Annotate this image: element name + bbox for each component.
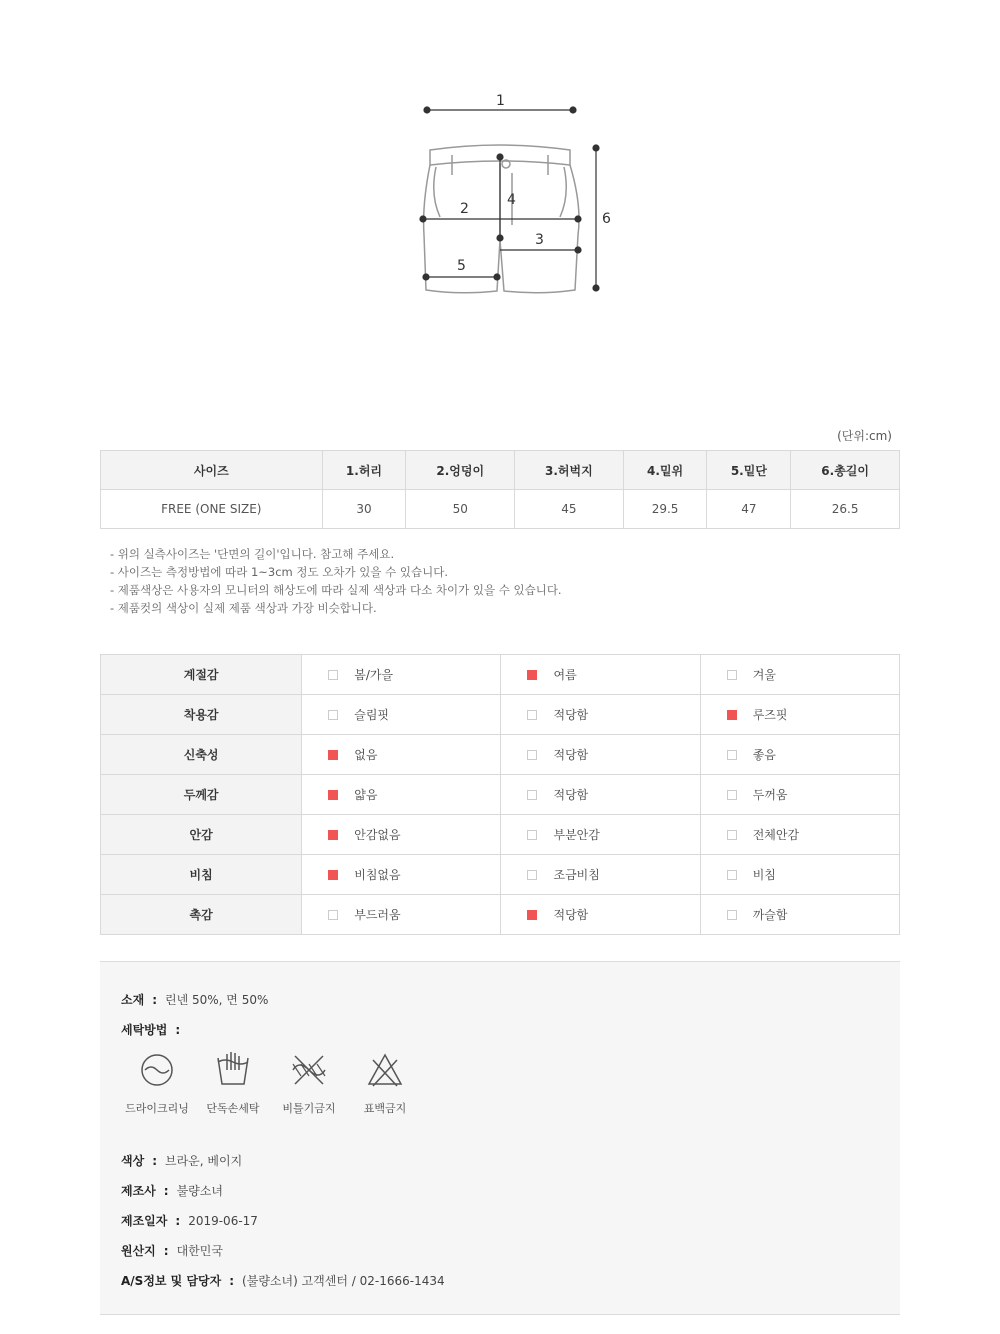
- color-row: 색상 : 브라운, 베이지: [121, 1154, 243, 1168]
- origin-row: 원산지 : 대한민국: [121, 1244, 223, 1258]
- feel-category: 계절감: [101, 655, 302, 695]
- size-diagram: [400, 85, 620, 300]
- diagram-label-3: 3: [535, 232, 544, 248]
- unchecked-box-icon: [328, 910, 338, 920]
- size-table-row: [101, 490, 900, 529]
- feel-option-label: 좋음: [752, 748, 776, 762]
- diagram-label-5: 5: [457, 258, 466, 274]
- wash-row: 세탁방법 :: [121, 1023, 181, 1037]
- date-value: 2019-06-17: [188, 1214, 258, 1228]
- wash-item: [193, 1050, 273, 1116]
- feel-category: 비침: [101, 855, 302, 895]
- unchecked-box-icon: [527, 830, 537, 840]
- feel-option: [501, 775, 700, 815]
- feel-option: [302, 775, 501, 815]
- shorts-diagram-svg: [400, 85, 620, 300]
- maker-label: 제조사: [121, 1184, 156, 1198]
- checked-box-icon: [328, 750, 338, 760]
- feel-category: 착용감: [101, 695, 302, 735]
- maker-row: 제조사 : 불량소녀: [121, 1184, 223, 1198]
- feel-option-label: 전체안감: [752, 828, 800, 842]
- feel-category: 두께감: [101, 775, 302, 815]
- unchecked-box-icon: [727, 670, 737, 680]
- feel-row: [101, 695, 900, 735]
- wash-label: 세탁방법: [121, 1023, 168, 1037]
- feel-row: [101, 895, 900, 935]
- checked-box-icon: [527, 670, 537, 680]
- fabric-feel-table: [100, 654, 900, 935]
- diagram-label-1: 1: [496, 93, 505, 109]
- size-header: 6.총길이: [791, 451, 900, 490]
- feel-option-label: 부분안감: [553, 828, 600, 842]
- unchecked-box-icon: [727, 830, 737, 840]
- unchecked-box-icon: [727, 910, 737, 920]
- feel-option: [302, 695, 501, 735]
- size-cell: 30: [322, 490, 406, 529]
- note-line: - 제품색상은 사용자의 모니터의 해상도에 따라 실제 색상과 다소 차이가 있을 수 있습니다.: [110, 583, 562, 597]
- checked-box-icon: [527, 910, 537, 920]
- feel-option-label: 없음: [354, 748, 378, 762]
- size-table-header-row: [101, 451, 900, 490]
- hand-wash-icon: [213, 1050, 253, 1090]
- size-header: 2.엉덩이: [406, 451, 515, 490]
- feel-option-label: 적당함: [553, 908, 589, 922]
- origin-value: 대한민국: [176, 1244, 223, 1258]
- date-label: 제조일자: [121, 1214, 168, 1228]
- size-table: [100, 450, 900, 529]
- note-line: - 사이즈는 측정방법에 따라 1~3cm 정도 오차가 있을 수 있습니다.: [110, 565, 449, 579]
- wash-item-label: 드라이크리닝: [125, 1102, 189, 1115]
- diagram-label-6: 6: [602, 211, 611, 227]
- feel-option: [700, 815, 899, 855]
- size-header: 3.허벅지: [515, 451, 624, 490]
- feel-option-label: 부드러움: [354, 908, 401, 922]
- origin-label: 원산지: [121, 1244, 156, 1258]
- feel-row: [101, 655, 900, 695]
- as-row: A/S정보 및 담당자 : (불량소녀) 고객센터 / 02-1666-1434: [121, 1274, 445, 1288]
- material-row: 소재 : 린넨 50%, 면 50%: [121, 993, 269, 1007]
- feel-option-label: 조금비침: [553, 868, 600, 882]
- feel-option: [302, 735, 501, 775]
- feel-option: [700, 775, 899, 815]
- feel-option-label: 슬림핏: [354, 708, 390, 722]
- feel-option-label: 루즈핏: [752, 708, 788, 722]
- feel-option: [501, 655, 700, 695]
- feel-option: [302, 855, 501, 895]
- feel-option: [700, 855, 899, 895]
- size-header: 4.밑위: [623, 451, 707, 490]
- diagram-label-4: 4: [507, 192, 516, 208]
- note-line: - 제품컷의 색상이 실제 제품 색상과 가장 비슷합니다.: [110, 601, 377, 615]
- feel-option-label: 봄/가을: [354, 668, 394, 682]
- feel-category: 촉감: [101, 895, 302, 935]
- wash-item: [269, 1050, 349, 1116]
- feel-option-label: 겨울: [752, 668, 776, 682]
- unchecked-box-icon: [527, 870, 537, 880]
- size-cell: FREE (ONE SIZE): [101, 490, 323, 529]
- unchecked-box-icon: [527, 750, 537, 760]
- unchecked-box-icon: [328, 710, 338, 720]
- size-cell: 29.5: [623, 490, 707, 529]
- feel-option: [501, 815, 700, 855]
- unchecked-box-icon: [727, 750, 737, 760]
- feel-option: [302, 655, 501, 695]
- feel-option: [501, 895, 700, 935]
- diagram-label-2: 2: [460, 201, 469, 217]
- size-cell: 45: [515, 490, 624, 529]
- as-label: A/S정보 및 담당자: [121, 1274, 222, 1288]
- wash-item: [117, 1050, 197, 1116]
- unchecked-box-icon: [727, 790, 737, 800]
- wash-item: [345, 1050, 425, 1116]
- feel-option-label: 얇음: [354, 788, 378, 802]
- feel-option-label: 까슬함: [752, 908, 788, 922]
- wash-item-label: 단독손세탁: [206, 1102, 260, 1115]
- no-bleach-icon: [365, 1050, 405, 1090]
- size-cell: 50: [406, 490, 515, 529]
- size-notes: [110, 545, 562, 617]
- feel-row: [101, 815, 900, 855]
- checked-box-icon: [727, 710, 737, 720]
- color-label: 색상: [121, 1154, 145, 1168]
- feel-row: [101, 855, 900, 895]
- feel-option-label: 안감없음: [354, 828, 401, 842]
- size-cell: 26.5: [791, 490, 900, 529]
- feel-row: [101, 735, 900, 775]
- size-cell: 47: [707, 490, 791, 529]
- feel-option: [501, 855, 700, 895]
- date-row: 제조일자 : 2019-06-17: [121, 1214, 258, 1228]
- size-header: 1.허리: [322, 451, 406, 490]
- feel-option: [501, 695, 700, 735]
- material-label: 소재: [121, 993, 145, 1007]
- wash-item-label: 표백금지: [363, 1102, 407, 1115]
- unchecked-box-icon: [328, 670, 338, 680]
- checked-box-icon: [328, 790, 338, 800]
- feel-option: [700, 735, 899, 775]
- material-value: 린넨 50%, 면 50%: [165, 993, 269, 1007]
- feel-option: [501, 735, 700, 775]
- size-header: 5.밑단: [707, 451, 791, 490]
- checked-box-icon: [328, 830, 338, 840]
- feel-option-label: 적당함: [553, 708, 589, 722]
- size-header: 사이즈: [101, 451, 323, 490]
- unchecked-box-icon: [527, 710, 537, 720]
- unit-note: (단위:cm): [837, 429, 892, 443]
- feel-option-label: 비침없음: [354, 868, 401, 882]
- dry-clean-icon: [137, 1050, 177, 1090]
- feel-option: [302, 815, 501, 855]
- feel-category: 안감: [101, 815, 302, 855]
- feel-option-label: 비침: [752, 868, 776, 882]
- feel-option: [700, 655, 899, 695]
- as-value: (불량소녀) 고객센터 / 02-1666-1434: [242, 1274, 445, 1288]
- feel-row: [101, 775, 900, 815]
- note-line: - 위의 실측사이즈는 '단면의 길이'입니다. 참고해 주세요.: [110, 547, 395, 561]
- feel-option: [700, 895, 899, 935]
- product-info-box: [100, 961, 900, 1315]
- unchecked-box-icon: [727, 870, 737, 880]
- maker-value: 불량소녀: [176, 1184, 223, 1198]
- feel-option-label: 두꺼움: [752, 788, 788, 802]
- wash-item-label: 비틀기금지: [282, 1102, 336, 1115]
- feel-option-label: 여름: [553, 668, 577, 682]
- feel-category: 신축성: [101, 735, 302, 775]
- feel-option-label: 적당함: [553, 748, 589, 762]
- checked-box-icon: [328, 870, 338, 880]
- feel-option: [700, 695, 899, 735]
- no-wring-icon: [289, 1050, 329, 1090]
- feel-option-label: 적당함: [553, 788, 589, 802]
- feel-option: [302, 895, 501, 935]
- unchecked-box-icon: [527, 790, 537, 800]
- color-value: 브라운, 베이지: [165, 1154, 243, 1168]
